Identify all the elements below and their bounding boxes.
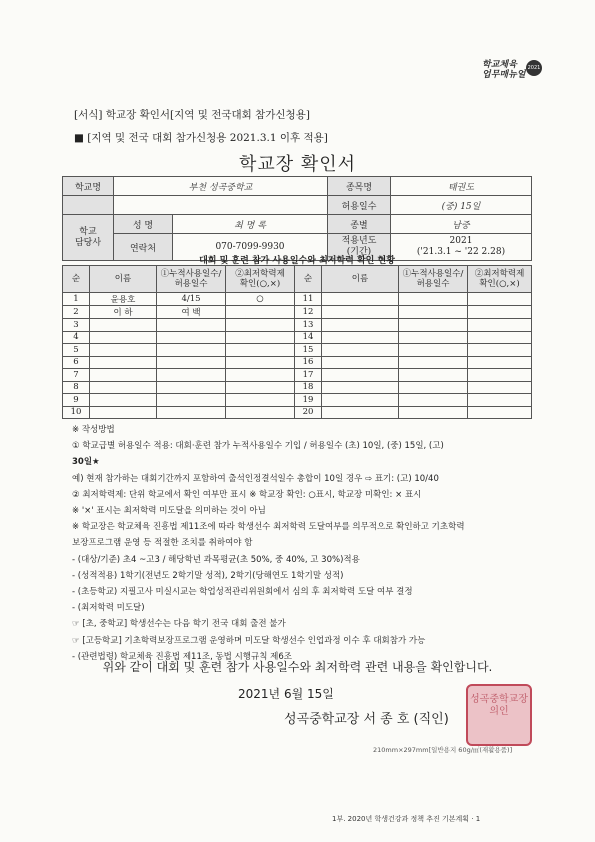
col-days: ①누적사용일수/ 허용일수 <box>157 266 226 293</box>
instruction-line: - (최저학력 미도달) <box>72 603 145 614</box>
table-row <box>63 319 532 332</box>
col-check-right: ②최저학력제 확인(○,×) <box>468 266 532 293</box>
list-row-name <box>90 381 157 394</box>
list-row-days <box>157 319 226 332</box>
sport-value: 태권도 <box>391 177 532 196</box>
instruction-line: ☞ [초, 중학교] 학생선수는 다음 학기 전국 대회 출전 불가 <box>72 619 286 630</box>
logo-line2: 업무매뉴얼 <box>482 70 526 80</box>
list-row-check-right <box>468 344 532 357</box>
teacher-name-label: 성 명 <box>114 215 173 234</box>
manual-logo <box>482 60 544 96</box>
col-no-right: 순 <box>295 266 322 293</box>
table-row <box>63 406 532 419</box>
list-row-no-right: 16 <box>295 356 322 369</box>
confirm-date: 2021년 6월 15일 <box>238 687 334 701</box>
instruction-line: 예) 현재 참가하는 대회기간까지 포함하여 출석인정결석일수 총합이 10일 경우 ⇨ 표기: (고) 10/40 <box>72 473 439 484</box>
list-row-name <box>90 331 157 344</box>
list-row-days-right <box>399 319 468 332</box>
table-row <box>63 306 532 319</box>
list-row-check-right <box>468 293 532 306</box>
list-row-name: 윤용호 <box>90 293 157 306</box>
table-row <box>63 293 532 306</box>
instruction-line: ※ '×' 표시는 최저학력 미도달을 의미하는 것이 아님 <box>72 506 266 517</box>
instruction-line: - (초등학교) 지필고사 미실시교는 학업성적관리위원회에서 심의 후 최저학력 도달 여부 결정 <box>72 587 413 598</box>
list-row-check-right <box>468 406 532 419</box>
contact-value: 070-7099-9930 <box>173 234 328 261</box>
list-row-no: 2 <box>63 306 90 319</box>
school-name-value: 부천 성곡중학교 <box>114 177 328 196</box>
list-row-no-right: 15 <box>295 344 322 357</box>
table-row <box>63 356 532 369</box>
list-row-no: 1 <box>63 293 90 306</box>
list-row-days <box>157 356 226 369</box>
list-row-days: 여 백 <box>157 306 226 319</box>
list-row-days: 4/15 <box>157 293 226 306</box>
list-row-name-right <box>322 319 399 332</box>
col-no: 순 <box>63 266 90 293</box>
list-row-check <box>226 319 295 332</box>
list-row-check-right <box>468 381 532 394</box>
official-seal <box>466 684 532 746</box>
instruction-line: ☞ [고등학교] 기초학력보장프로그램 운영하며 미도달 학생선수 인업과정 이수 후 대회참가 가능 <box>72 635 426 646</box>
table-row <box>63 369 532 382</box>
list-row-no-right: 17 <box>295 369 322 382</box>
allowed-days-value: (중) 15일 <box>391 196 532 215</box>
page-footer: 1부. 2020년 학생건강과 정책 추진 기본계획 · 1 <box>332 815 481 823</box>
list-caption: 대회 및 훈련 참가 사용일수와 최저학력 확인 현황 <box>199 256 395 266</box>
year-value: 2021 <box>449 236 473 246</box>
confirm-statement: 위와 같이 대회 및 훈련 참가 사용일수와 최저학력 관련 내용을 확인합니다. <box>102 660 493 674</box>
list-row-name <box>90 406 157 419</box>
list-row-name-right <box>322 306 399 319</box>
list-row-days-right <box>399 331 468 344</box>
list-row-name-right <box>322 381 399 394</box>
list-row-no: 9 <box>63 394 90 407</box>
list-row-no-right: 20 <box>295 406 322 419</box>
list-row-check-right <box>468 394 532 407</box>
principal-signature: 성곡중학교장 서 종 호 (직인) <box>284 712 449 727</box>
list-row-check-right <box>468 319 532 332</box>
list-row-days <box>157 344 226 357</box>
school-info-table <box>62 176 532 261</box>
list-row-name-right <box>322 394 399 407</box>
sport-label: 종목명 <box>328 177 391 196</box>
contact-label: 연락처 <box>114 234 173 261</box>
document-title: 학교장 확인서 <box>238 154 357 175</box>
list-row-no: 6 <box>63 356 90 369</box>
list-row-name-right <box>322 344 399 357</box>
list-row-days-right <box>399 369 468 382</box>
period-value: ('21.3.1 ~ '22 2.28) <box>416 247 506 257</box>
list-row-name-right <box>322 331 399 344</box>
list-row-days <box>157 381 226 394</box>
instruction-line: ※ 작성방법 <box>72 425 115 435</box>
school-name-label: 학교명 <box>63 177 114 196</box>
instruction-line: - (대상/기준) 초4 ~고3 / 해당학년 과목평균(초 50%, 중 40%, 고 30%)적용 <box>72 554 360 565</box>
list-row-no-right: 13 <box>295 319 322 332</box>
list-row-days <box>157 331 226 344</box>
athlete-list-table <box>62 265 532 419</box>
form-label: [서식] 학교장 확인서[지역 및 전국대회 참가신청용] <box>74 109 310 121</box>
list-row-days-right <box>399 394 468 407</box>
list-row-days <box>157 394 226 407</box>
list-row-no: 7 <box>63 369 90 382</box>
list-row-no: 3 <box>63 319 90 332</box>
list-row-name-right <box>322 369 399 382</box>
list-row-no: 5 <box>63 344 90 357</box>
list-row-days <box>157 406 226 419</box>
year-label: 적용년도 (기간) <box>328 234 391 261</box>
list-row-check <box>226 331 295 344</box>
list-row-name <box>90 394 157 407</box>
instruction-line: ② 최저학력제: 단위 학교에서 확인 여부만 표시 ※ 학교장 확인: ○표시, 학교장 미확인: × 표시 <box>72 489 422 500</box>
instruction-line: ※ 학교장은 학교체육 진흥법 제11조에 따라 학생선수 최저학력 도달여부를 의무적으로 확인하고 기초학력 <box>72 522 465 533</box>
table-row <box>63 394 532 407</box>
list-row-check-right <box>468 356 532 369</box>
list-row-days <box>157 369 226 382</box>
col-name-right: 이름 <box>322 266 399 293</box>
teacher-label: 학교 담당사 <box>63 215 114 261</box>
list-row-name <box>90 356 157 369</box>
instruction-line: ① 학교급별 허용일수 적용: 대회·훈련 참가 누적사용일수 기입 / 허용일수 (초) 10일, (중) 15일, (고) <box>72 441 444 452</box>
teacher-name-value: 최 명 록 <box>173 215 328 234</box>
list-row-check-right <box>468 369 532 382</box>
seal-text: 성곡중학교장의인 <box>470 694 528 717</box>
school-blank-value <box>114 196 328 215</box>
list-row-check <box>226 356 295 369</box>
list-row-days-right <box>399 293 468 306</box>
instruction-line: - (성적적용) 1학기(전년도 2학기말 성적), 2학기(당해연도 1학기말 성적) <box>72 570 344 581</box>
table-row <box>63 331 532 344</box>
logo-year-badge: 2021 <box>526 60 542 76</box>
instruction-line: - (관련법령) 학교체육 진흥법 제11조, 동법 시행규칙 제6조 <box>72 651 292 662</box>
list-row-days-right <box>399 381 468 394</box>
gender-value: 남중 <box>391 215 532 234</box>
list-row-name <box>90 344 157 357</box>
col-check: ②최저학력제 확인(○,×) <box>226 266 295 293</box>
table-row <box>63 344 532 357</box>
school-blank-label <box>63 196 114 215</box>
table-row <box>63 381 532 394</box>
list-row-check <box>226 381 295 394</box>
instructions <box>72 422 542 665</box>
list-row-check: ○ <box>226 293 295 306</box>
list-row-no: 4 <box>63 331 90 344</box>
list-row-name <box>90 319 157 332</box>
list-row-no-right: 11 <box>295 293 322 306</box>
list-row-check <box>226 369 295 382</box>
logo-line1: 학교체육 <box>482 60 517 70</box>
list-row-check <box>226 344 295 357</box>
list-row-name-right <box>322 356 399 369</box>
list-row-no-right: 14 <box>295 331 322 344</box>
list-row-no-right: 12 <box>295 306 322 319</box>
list-row-days-right <box>399 344 468 357</box>
list-row-no: 8 <box>63 381 90 394</box>
list-row-no: 10 <box>63 406 90 419</box>
list-row-name: 이 하 <box>90 306 157 319</box>
list-row-check-right <box>468 306 532 319</box>
list-row-check <box>226 306 295 319</box>
list-row-days-right <box>399 356 468 369</box>
list-row-name-right <box>322 406 399 419</box>
list-row-check-right <box>468 331 532 344</box>
applies-label: ■ [지역 및 전국 대회 참가신청용 2021.3.1 이후 적용] <box>74 132 328 144</box>
list-row-check <box>226 394 295 407</box>
list-row-days-right <box>399 406 468 419</box>
instruction-line: 30일★ <box>72 457 100 468</box>
col-days-right: ①누적사용일수/ 허용일수 <box>399 266 468 293</box>
list-row-name <box>90 369 157 382</box>
gender-label: 종별 <box>328 215 391 234</box>
paper-spec: 210mm×297mm[일반용지 60g/㎡(재활용품)] <box>373 746 513 754</box>
allowed-days-label: 허용일수 <box>328 196 391 215</box>
list-row-days-right <box>399 306 468 319</box>
list-row-name-right <box>322 293 399 306</box>
instruction-line: 보장프로그램 운영 등 적절한 조치를 취하여야 함 <box>72 538 253 549</box>
list-row-check <box>226 406 295 419</box>
col-name: 이름 <box>90 266 157 293</box>
list-row-no-right: 18 <box>295 381 322 394</box>
list-row-no-right: 19 <box>295 394 322 407</box>
